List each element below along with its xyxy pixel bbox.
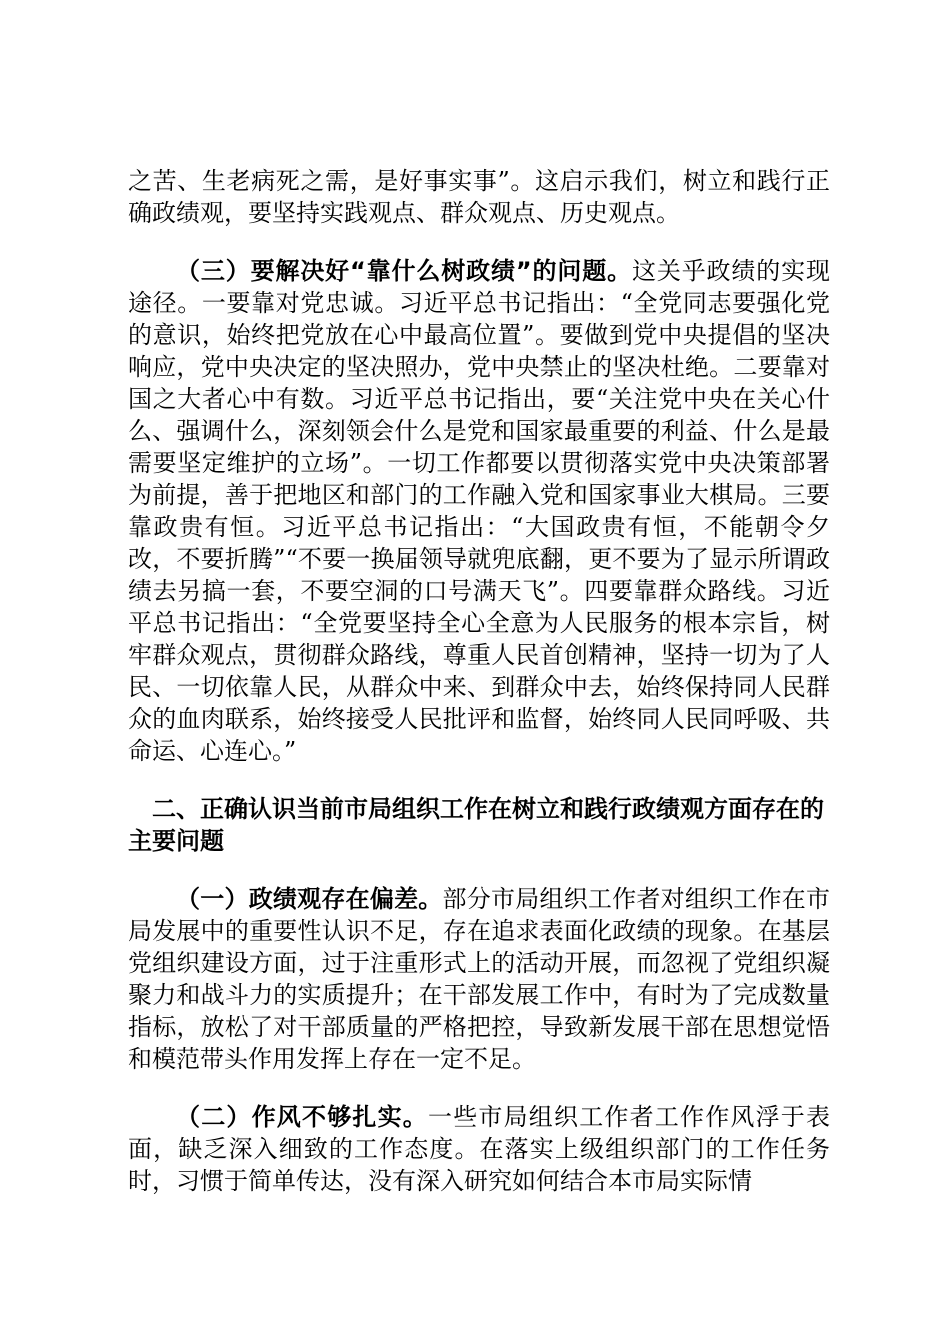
paragraph-problem-1 — [128, 883, 830, 1075]
paragraph-text: 一些市局组织工作者工作作风浮于表面，缺乏深入细致的工作态度。在落实上级组织部门的工作任务时，习惯于简单传达，没有深入研究如何结合本市局实际情 — [128, 1103, 830, 1195]
paragraph-text: 之苦、生老病死之需，是好事实事”。这启示我们，树立和践行正确政绩观，要坚持实践观点、群众观点、历史观点。 — [128, 167, 830, 227]
paragraph-lead: （一）政绩观存在偏差。 — [176, 885, 443, 913]
document-page — [128, 165, 830, 1223]
paragraph-lead: （三）要解决好“靠什么树政绩”的问题。 — [176, 257, 632, 285]
paragraph-continuation — [128, 165, 830, 229]
paragraph-lead: （二）作风不够扎实。 — [176, 1103, 428, 1131]
paragraph-problem-2 — [128, 1101, 830, 1197]
paragraph-section-3 — [128, 255, 830, 767]
paragraph-text: 部分市局组织工作者对组织工作在市局发展中的重要性认识不足，存在追求表面化政绩的现象。在基层党组织建设方面，过于注重形式上的活动开展，而忽视了党组织凝聚力和战斗力的实质提升；在干部发展工作中，有时为了完成数量指标，放松了对干部质量的严格把控，导致新发展干部在思想觉悟和模范带头作用发挥上存在一定不足。 — [128, 885, 831, 1073]
section-heading: 二、正确认识当前市局组织工作在树立和践行政绩观方面存在的主要问题 — [128, 795, 824, 855]
paragraph-text: 这关乎政绩的实现途径。一要靠对党忠诚。习近平总书记指出：“全党同志要强化党的意识，始终把党放在心中最高位置”。要做到党中央提倡的坚决响应，党中央决定的坚决照办，党中央禁止的坚决杜绝。二要靠对国之大者心中有数。习近平总书记指出，要“关注党中央在关心什么、强调什么，深刻领会什么是党和国家最重要的利益、什么是最需要坚定维护的立场”。一切工作都要以贯彻落实党中央决策部署为前提，善于把地区和部门的工作融入党和国家事业大棋局。三要靠政贵有恒。习近平总书记指出：“大国政贵有恒，不能朝令夕改，不要折腾”“不要一换届领导就兜底翻，更不要为了显示所谓政绩去另搞一套，不要空洞的口号满天飞”。四要靠群众路线。习近平总书记指出：“全党要坚持全心全意为人民服务的根本宗旨，树牢群众观点，贯彻群众路线，尊重人民首创精神，坚持一切为了人民、一切依靠人民，从群众中来、到群众中去，始终保持同人民群众的血肉联系，始终接受人民批评和监督，始终同人民同呼吸、共命运、心连心。” — [128, 257, 831, 765]
